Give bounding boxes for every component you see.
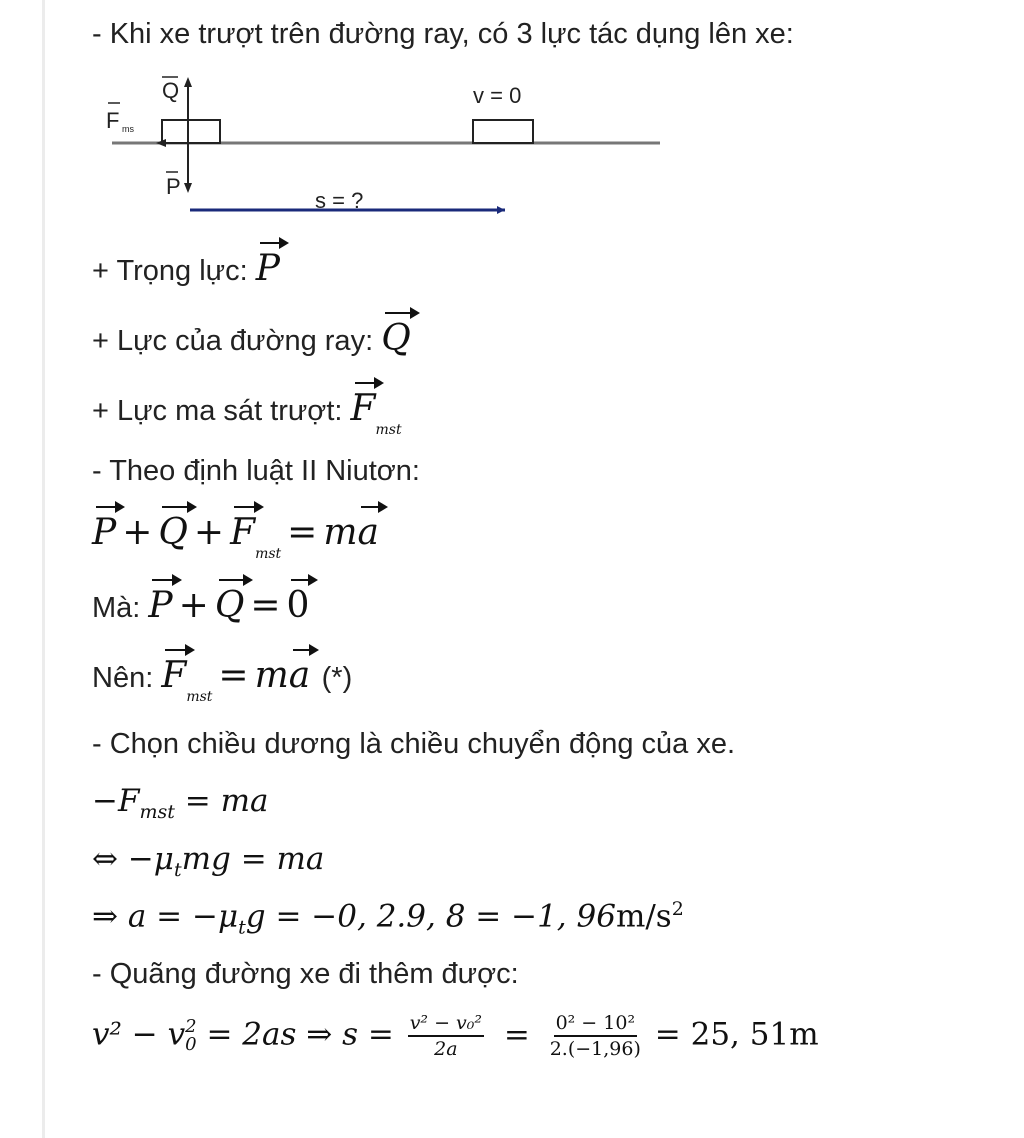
dist-lhs-sup: 2: [185, 1016, 197, 1037]
nen-f-sub: mst: [186, 689, 213, 705]
friction-label: + Lực ma sát trượt:: [92, 395, 343, 427]
nen-m: m: [254, 655, 289, 696]
rail-symbol: Q: [381, 318, 411, 359]
nen-f: F: [161, 655, 187, 696]
frac2-num: 0² − 10²: [554, 1012, 638, 1037]
eq2-rest: mg = ma: [181, 841, 325, 877]
f-sub-label: ms: [122, 124, 134, 134]
frac2-den: 2.(−1,96): [549, 1038, 641, 1060]
friction-line: [92, 388, 402, 438]
p-label: P: [166, 174, 181, 199]
equation-3: [92, 898, 684, 939]
ma-p: P: [148, 585, 173, 626]
ma-label: Mà:: [92, 592, 141, 624]
gravity-line: [92, 248, 280, 289]
friction-sub: mst: [375, 422, 402, 438]
eq3-b: g = −0, 2.9, 8 = −1, 96: [245, 898, 616, 935]
equation-2: [92, 841, 324, 881]
zero-vector: 0: [286, 585, 310, 626]
star-label: (*): [321, 662, 353, 694]
newton-heading: - Theo định luật II Niutơn:: [92, 455, 420, 487]
ma-q: Q: [214, 585, 245, 626]
eq3-sup: 2: [671, 898, 684, 920]
newton-equation: $P + Q + F_{mst}=$ ma: [92, 512, 379, 562]
dist-result: = 25, 51m: [654, 1016, 819, 1053]
q-label: Q: [162, 78, 180, 103]
eq-f-sub: mst: [255, 546, 282, 562]
eq1-lhs: −F: [92, 783, 140, 819]
eq3-a: ⇒ a = −μ: [92, 898, 239, 935]
eq-m: m: [323, 512, 358, 553]
dist-mid: = 2as ⇒ s =: [206, 1016, 394, 1053]
eq-f: F: [230, 512, 256, 553]
f-label: F: [106, 108, 120, 133]
eq3-sub: t: [238, 916, 246, 939]
nen-a: a: [288, 655, 311, 696]
cart-stop: [473, 120, 533, 143]
eq-q: Q: [158, 512, 188, 553]
rail-label: + Lực của đường ray:: [92, 325, 374, 357]
fraction-1: [408, 1012, 484, 1060]
nen-line: Nên: $F_{mst}=$ ma (*): [92, 655, 353, 705]
content-left-border: [42, 0, 45, 1138]
dist-lhs-sub: 0: [185, 1034, 197, 1055]
eq3-unit: m/s: [615, 898, 672, 935]
rail-force-line: [92, 318, 411, 359]
force-diagram: [100, 65, 680, 230]
nen-label: Nên:: [92, 662, 154, 694]
eq-p: P: [92, 512, 117, 553]
gravity-label: + Trọng lực:: [92, 255, 248, 287]
eq-a: a: [357, 512, 379, 553]
equation-1: [92, 783, 268, 823]
intro-text: - Khi xe trượt trên đường ray, có 3 lực tác dụng lên xe:: [92, 18, 794, 50]
fraction-2: [550, 1012, 641, 1060]
gravity-symbol: P: [255, 248, 280, 289]
distance-label: s = ?: [315, 188, 364, 213]
velocity-label: v = 0: [473, 83, 522, 108]
distance-equation: v² − v 2 0 = 2as ⇒ s = $\frac{\text{v² − v₀²}}{2a}$ = $\frac{\text{0² − 10²}}{2.(-1,96)}$ = 25, 51m: [92, 1012, 819, 1060]
cart-start: [162, 120, 220, 143]
eq1-rhs: = ma: [184, 783, 269, 819]
friction-symbol: F: [350, 388, 376, 429]
distance-heading: - Quãng đường xe đi thêm được:: [92, 958, 519, 990]
dist-lhs: v² − v: [92, 1016, 186, 1053]
eq1-sub: mst: [139, 801, 175, 824]
frac1-num: v² − v₀²: [408, 1012, 484, 1037]
eq2-lhs: ⇔ −μ: [92, 841, 174, 877]
ma-line: Mà: P + Q = 0: [92, 585, 310, 626]
eq2-sub: t: [173, 859, 182, 882]
direction-text: - Chọn chiều dương là chiều chuyển động của xe.: [92, 728, 736, 760]
frac1-den: 2a: [434, 1038, 458, 1060]
